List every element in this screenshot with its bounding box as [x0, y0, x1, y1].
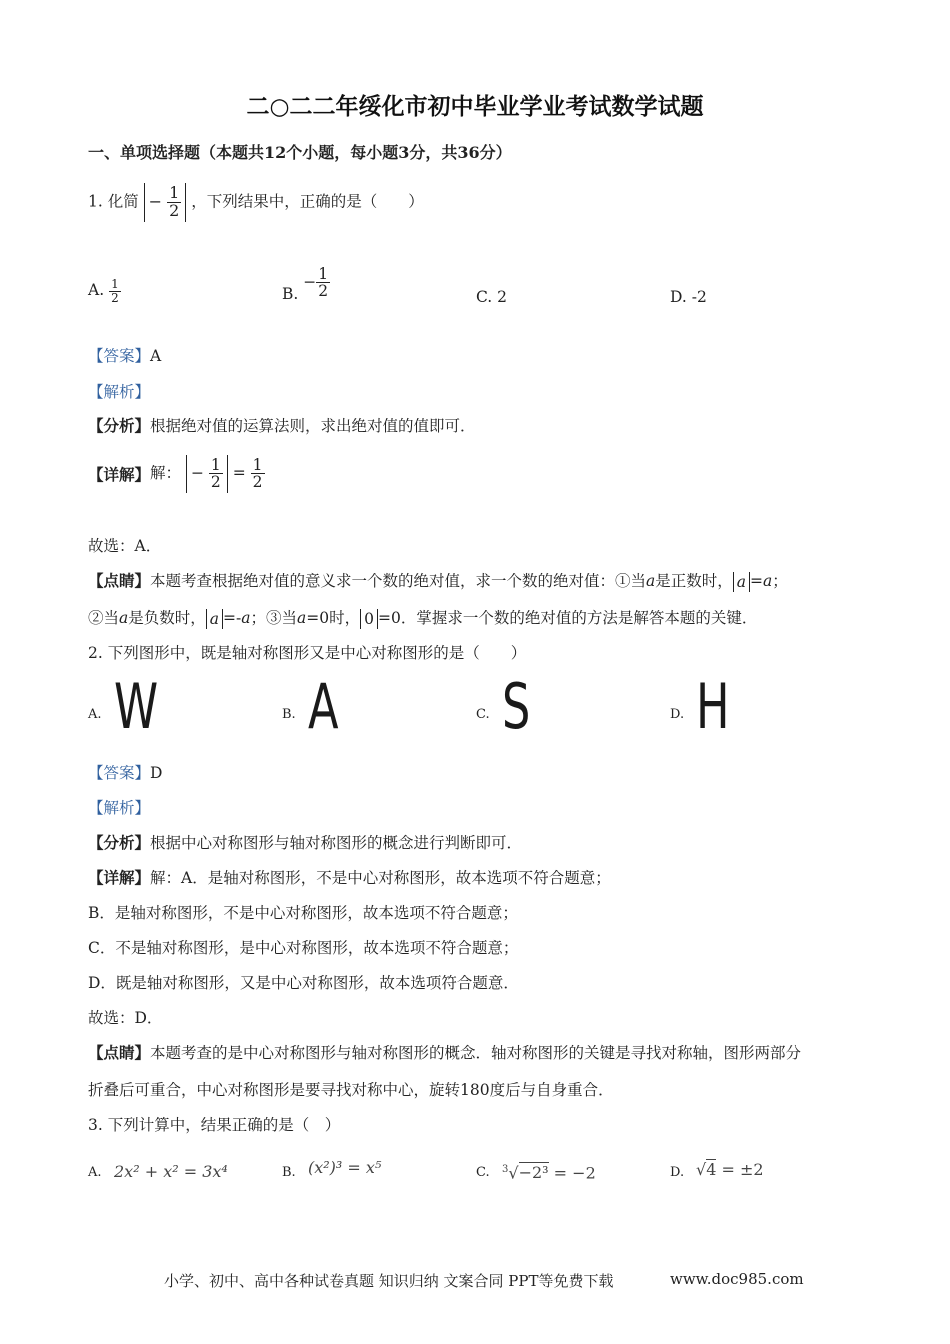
- radical-icon: √: [696, 1160, 707, 1179]
- q1-option-b: B. − $\frac{1}{2}$: [282, 265, 329, 303]
- q3-option-a-expr: 2x² + x² = 3x⁴: [114, 1162, 228, 1181]
- fraction: $\frac{1}{2}$: [169, 183, 180, 220]
- q2-option-a-figure: W: [114, 670, 159, 743]
- q1-answer: 【答案】A: [88, 347, 162, 365]
- q2-option-c-figure: S: [502, 670, 531, 743]
- question-1-stem: [88, 183, 424, 222]
- footer-link[interactable]: www.doc985.com: [670, 1270, 804, 1288]
- q3-option-d-expr: √4 = ±2: [696, 1160, 764, 1179]
- q3-option-d-label: D.: [670, 1165, 685, 1180]
- fraction: $\frac{1}{2}$: [111, 277, 119, 305]
- q1-abs-expr: [144, 183, 187, 222]
- q1-guxuan: 故选：A．: [88, 537, 162, 555]
- footer-text: 小学、初中、高中各种试卷真题 知识归纳 文案合同 PPT等免费下载: [164, 1272, 614, 1290]
- q2-option-d-figure: H: [696, 670, 730, 743]
- q1-dianjing-line2: ②当a是负数时， a =-a；③当a=0时， 0 =0．掌握求一个数的绝对值的方法是解答本题的关键．: [88, 609, 758, 628]
- q1-option-d: D. -2: [670, 288, 707, 306]
- q3-option-c-label: C.: [476, 1165, 490, 1180]
- q1-option-c: C. 2: [476, 288, 508, 306]
- q2-option-c-label: C.: [476, 707, 490, 722]
- q3-option-b-expr: (x²)³ = x⁵: [308, 1158, 382, 1177]
- q3-option-c-expr: $^3$√−2³ = −2: [502, 1163, 596, 1183]
- q2-dianjing-line2: 折叠后可重合，中心对称图形是要寻找对称中心，旋转180度后与自身重合．: [88, 1081, 614, 1099]
- minus-sign: −: [148, 191, 163, 211]
- fraction: $\frac{1}{2}$: [318, 265, 329, 301]
- q2-option-d-label: D.: [670, 707, 685, 722]
- q2-option-a-label: A.: [88, 707, 102, 722]
- question-2-stem: 2. 下列图形中，既是轴对称图形又是中心对称图形的是（ ）: [88, 644, 527, 662]
- q2-option-b-label: B.: [282, 707, 296, 722]
- q2-line-d: D．既是轴对称图形，又是中心对称图形，故本选项符合题意．: [88, 974, 519, 992]
- q2-jiexi: 【解析】: [88, 799, 151, 817]
- q3-option-a-label: A.: [88, 1165, 102, 1180]
- question-3-stem: 3. 下列计算中，结果正确的是（ ）: [88, 1116, 341, 1134]
- radical-icon: √: [508, 1163, 519, 1183]
- q1-fenxi: 【分析】根据绝对值的运算法则，求出绝对值的值即可．: [88, 416, 476, 435]
- section-heading: 一、单项选择题（本题共12个小题，每小题3分，共36分）: [88, 143, 512, 162]
- q2-fenxi: 【分析】根据中心对称图形与轴对称图形的概念进行判断即可．: [88, 833, 523, 852]
- q2-line-c: C．不是轴对称图形，是中心对称图形，故本选项不符合题意；: [88, 939, 519, 957]
- q2-answer: 【答案】D: [88, 764, 163, 782]
- q1-dianjing-line1: 【点睛】本题考查根据绝对值的意义求一个数的绝对值，求一个数的绝对值：①当a是正数时， a =a；: [88, 571, 788, 591]
- q2-xiangjie: 【详解】解：A．是轴对称图形，不是中心对称图形，故本选项不符合题意；: [88, 868, 611, 887]
- q1-xiangjie: 【详解】解： − $\frac{1}{2}$ = $\frac{1}{2}$: [88, 456, 263, 492]
- q3-option-b-label: B.: [282, 1165, 296, 1180]
- page-title: 二○二二年绥化市初中毕业学业考试数学试题: [246, 93, 704, 120]
- xiangjie-abs-expr: − $\frac{1}{2}$: [186, 455, 228, 493]
- q2-guxuan: 故选：D．: [88, 1009, 163, 1027]
- q1-jiexi: 【解析】: [88, 383, 151, 401]
- q1-option-a: A. $\frac{1}{2}$: [88, 277, 119, 305]
- q2-dianjing-line1: 【点睛】本题考查的是中心对称图形与轴对称图形的概念．轴对称图形的关键是寻找对称轴，图形两部分: [88, 1043, 802, 1062]
- q1-suffix: ，下列结果中，正确的是（ ）: [191, 192, 424, 211]
- q2-option-b-figure: A: [308, 670, 339, 743]
- q2-line-b: B．是轴对称图形，不是中心对称图形，故本选项不符合题意；: [88, 904, 518, 922]
- q1-prefix: 1. 化简: [88, 192, 139, 211]
